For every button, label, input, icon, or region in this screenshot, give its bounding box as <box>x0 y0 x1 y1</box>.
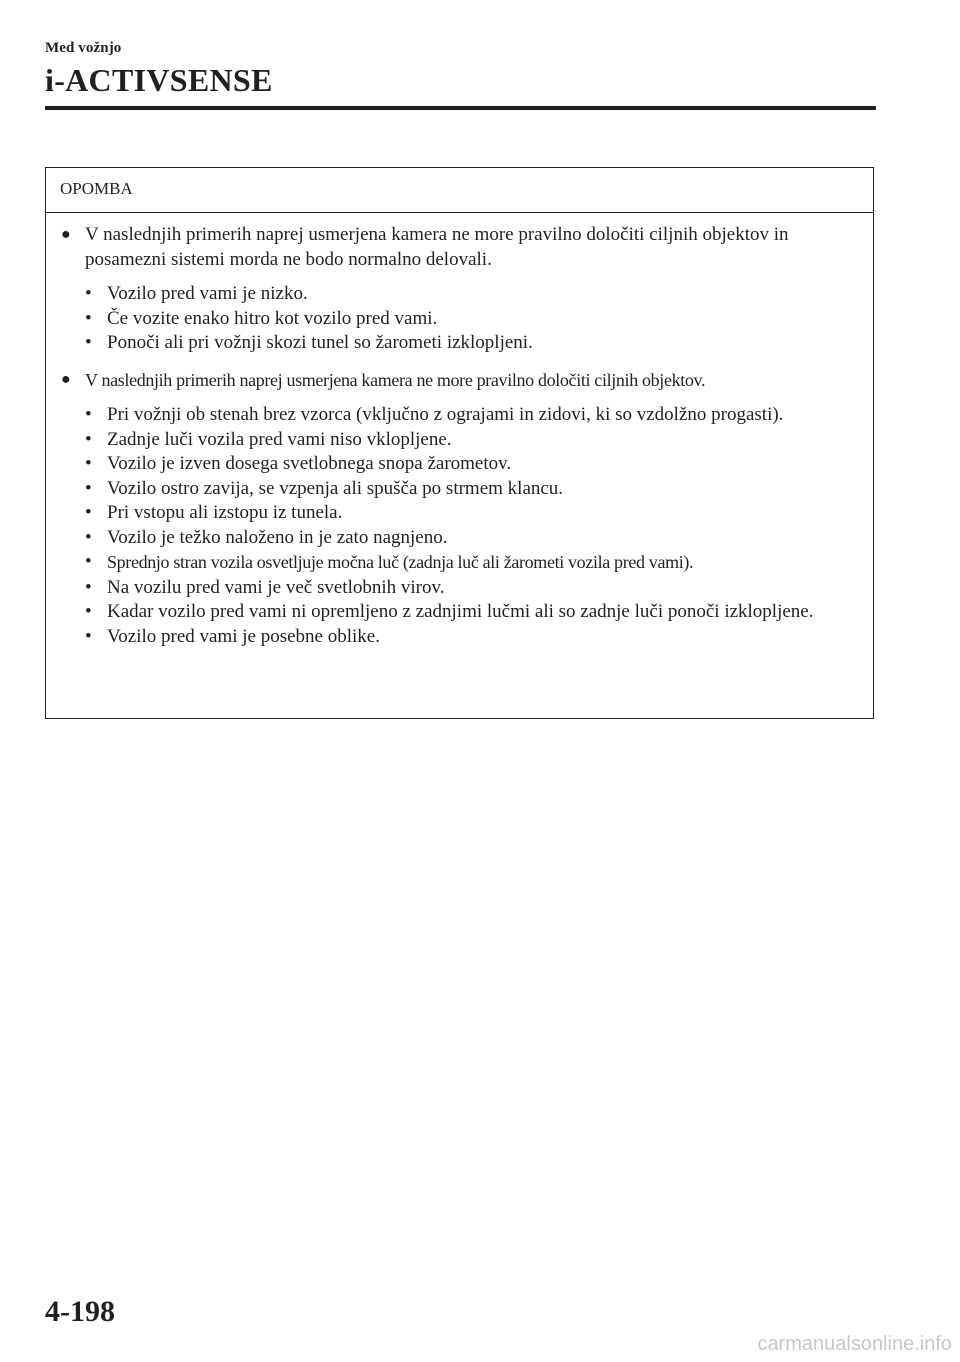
list-item <box>61 526 861 551</box>
bullet-icon: • <box>85 576 92 598</box>
list-item <box>61 403 861 428</box>
list-item-text: Sprednjo stran vozila osvetljuje močna luč (zadnja luč ali žarometi vozila pred vami). <box>107 552 694 572</box>
bullet-icon: • <box>85 428 92 450</box>
list-item <box>61 452 861 477</box>
note-item-text: V naslednjih primerih naprej usmerjena kamera ne more pravilno določiti ciljnih objektov. <box>85 369 706 390</box>
bullet-icon: • <box>85 551 92 572</box>
note-item <box>61 368 861 394</box>
list-item-text: Vozilo ostro zavija, se vzpenja ali spušča po strmem klancu. <box>107 477 564 499</box>
title-rule <box>45 106 876 110</box>
list-item <box>61 307 861 332</box>
sub-list <box>61 282 861 356</box>
list-item-text: Vozilo pred vami je nizko. <box>107 283 308 304</box>
bullet-icon: • <box>85 404 92 425</box>
bullet-icon: • <box>85 477 92 499</box>
list-item-text: Pri vstopu ali izstopu iz tunela. <box>107 502 343 523</box>
list-item-text: Pri vožnji ob stenah brez vzorca (vključno z ograjami in zidovi, ki so vzdolžno progasti). <box>107 404 784 425</box>
list-item-text: Kadar vozilo pred vami ni opremljeno z zadnjimi lučmi ali so zadnje luči ponoči izklopljene. <box>107 601 814 622</box>
bullet-icon: • <box>85 453 92 474</box>
note-item-text: V naslednjih primerih naprej usmerjena kamera ne more pravilno določiti ciljnih objektov in posamezni sistemi morda ne bodo normalno delovali. <box>85 224 789 270</box>
note-body <box>46 213 873 649</box>
list-item <box>61 600 861 625</box>
list-item <box>61 625 861 650</box>
list-item <box>61 331 861 356</box>
list-item <box>61 477 861 502</box>
chapter-title: i-ACTIVSENSE <box>45 62 273 98</box>
watermark: carmanualsonline.info <box>757 1333 952 1355</box>
bullet-icon: ● <box>61 370 71 388</box>
list-item-text: Če vozite enako hitro kot vozilo pred vami. <box>107 307 438 329</box>
bullet-icon: ● <box>61 226 71 243</box>
list-item <box>61 428 861 453</box>
note-title: OPOMBA <box>46 168 873 213</box>
list-item-text: Zadnje luči vozila pred vami niso vklopljene. <box>107 428 452 450</box>
note-box <box>45 167 874 719</box>
section-label: Med vožnjo <box>45 40 122 56</box>
page-number: 4-198 <box>45 1295 115 1328</box>
bullet-icon: • <box>85 283 92 304</box>
bullet-icon: • <box>85 307 92 329</box>
bullet-icon: • <box>85 601 92 622</box>
bullet-icon: • <box>85 502 92 523</box>
bullet-icon: • <box>85 625 92 647</box>
list-item <box>61 501 861 526</box>
list-item-text: Vozilo pred vami je posebne oblike. <box>107 625 380 647</box>
list-item <box>61 550 861 576</box>
list-item-text: Vozilo je izven dosega svetlobnega snopa žarometov. <box>107 453 512 474</box>
note-item <box>61 223 861 272</box>
list-item-text: Vozilo je težko naloženo in je zato nagnjeno. <box>107 526 448 548</box>
list-item-text: Na vozilu pred vami je več svetlobnih virov. <box>107 576 445 598</box>
bullet-icon: • <box>85 332 92 353</box>
bullet-icon: • <box>85 526 92 548</box>
sub-list <box>61 403 861 649</box>
list-item <box>61 282 861 307</box>
list-item-text: Ponoči ali pri vožnji skozi tunel so žarometi izklopljeni. <box>107 332 533 353</box>
list-item <box>61 576 861 601</box>
